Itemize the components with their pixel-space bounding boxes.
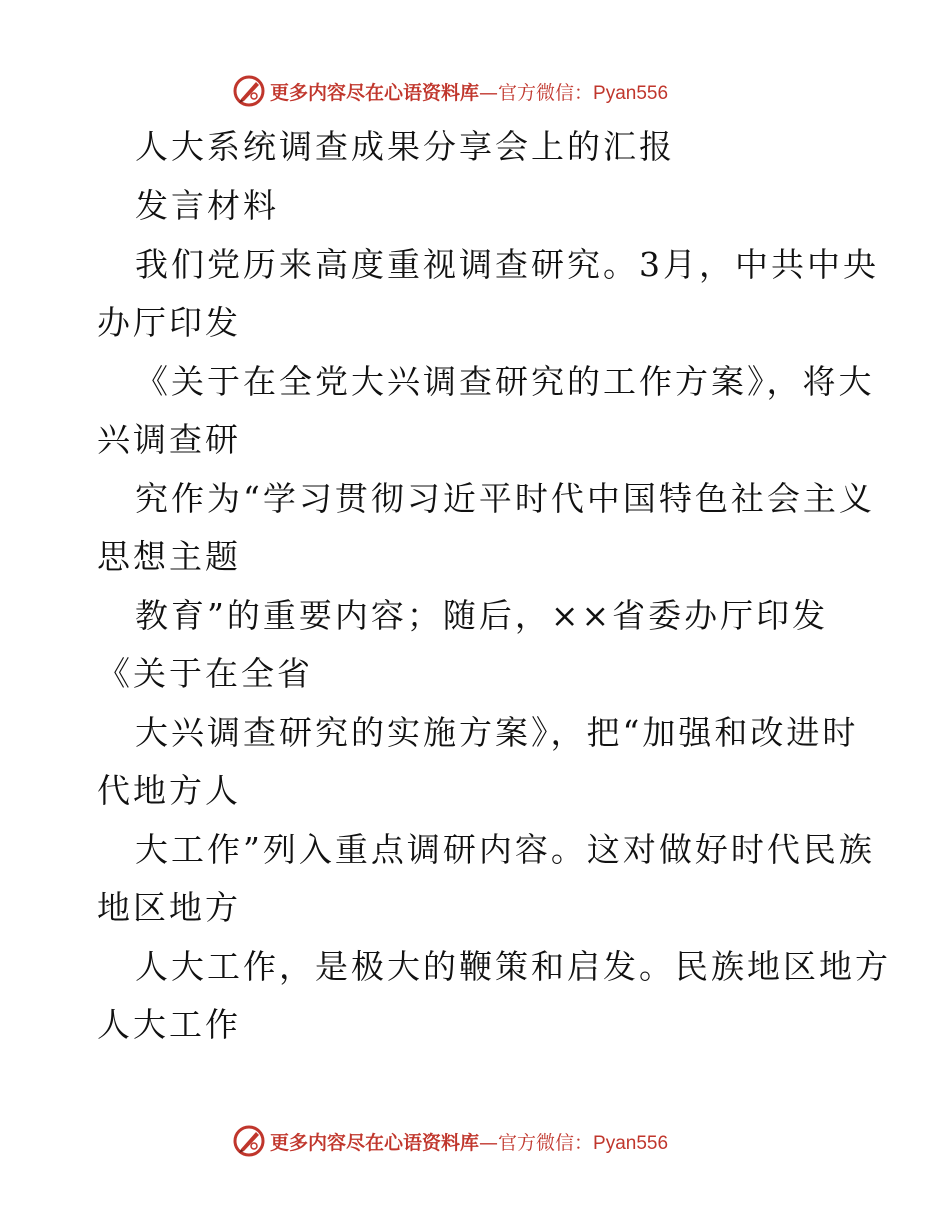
- quill-pen-icon: [232, 1124, 266, 1158]
- watermark-separator: —: [479, 1131, 499, 1154]
- paragraph-line: 我们党历来高度重视调查研究。3月，中共中央: [135, 245, 879, 284]
- paragraph-line: 教育”的重要内容；随后，××省委办厅印发: [135, 596, 829, 635]
- paragraph-line: 地区地方: [97, 888, 241, 927]
- watermark-wechat-label: 官方微信：: [498, 81, 594, 104]
- watermark-banner-top: [232, 74, 668, 108]
- paragraph-line: 究作为“学习贯彻习近平时代中国特色社会主义: [135, 479, 875, 518]
- watermark-wechat-id: Pyan556: [593, 82, 669, 104]
- watermark-wechat-label: 官方微信：: [498, 1131, 594, 1154]
- paragraph-line: 人大工作: [97, 1005, 241, 1044]
- document-title-line-1: 人大系统调查成果分享会上的汇报: [135, 127, 675, 166]
- paragraph-line: 人大工作，是极大的鞭策和启发。民族地区地方: [135, 947, 891, 986]
- paragraph-line: 《关于在全省: [97, 654, 313, 693]
- watermark-text: [270, 78, 668, 105]
- watermark-wechat-id: Pyan556: [593, 1132, 669, 1154]
- paragraph-line: 办厅印发: [97, 303, 241, 342]
- watermark-separator: —: [479, 81, 499, 104]
- paragraph-line: 大兴调查研究的实施方案》，把“加强和改进时: [135, 713, 859, 752]
- watermark-banner-bottom: [232, 1124, 668, 1158]
- quill-pen-icon: [232, 74, 266, 108]
- paragraph-line: 代地方人: [97, 771, 241, 810]
- watermark-text: [270, 1128, 668, 1155]
- paragraph-line: 思想主题: [97, 537, 241, 576]
- document-title-line-2: 发言材料: [135, 186, 279, 225]
- paragraph-line: 大工作”列入重点调研内容。这对做好时代民族: [135, 830, 875, 869]
- watermark-site-text: 更多内容尽在心语资料库: [270, 81, 480, 104]
- watermark-site-text: 更多内容尽在心语资料库: [270, 1131, 480, 1154]
- paragraph-line: 《关于在全党大兴调查研究的工作方案》，将大: [135, 362, 875, 401]
- paragraph-line: 兴调查研: [97, 420, 241, 459]
